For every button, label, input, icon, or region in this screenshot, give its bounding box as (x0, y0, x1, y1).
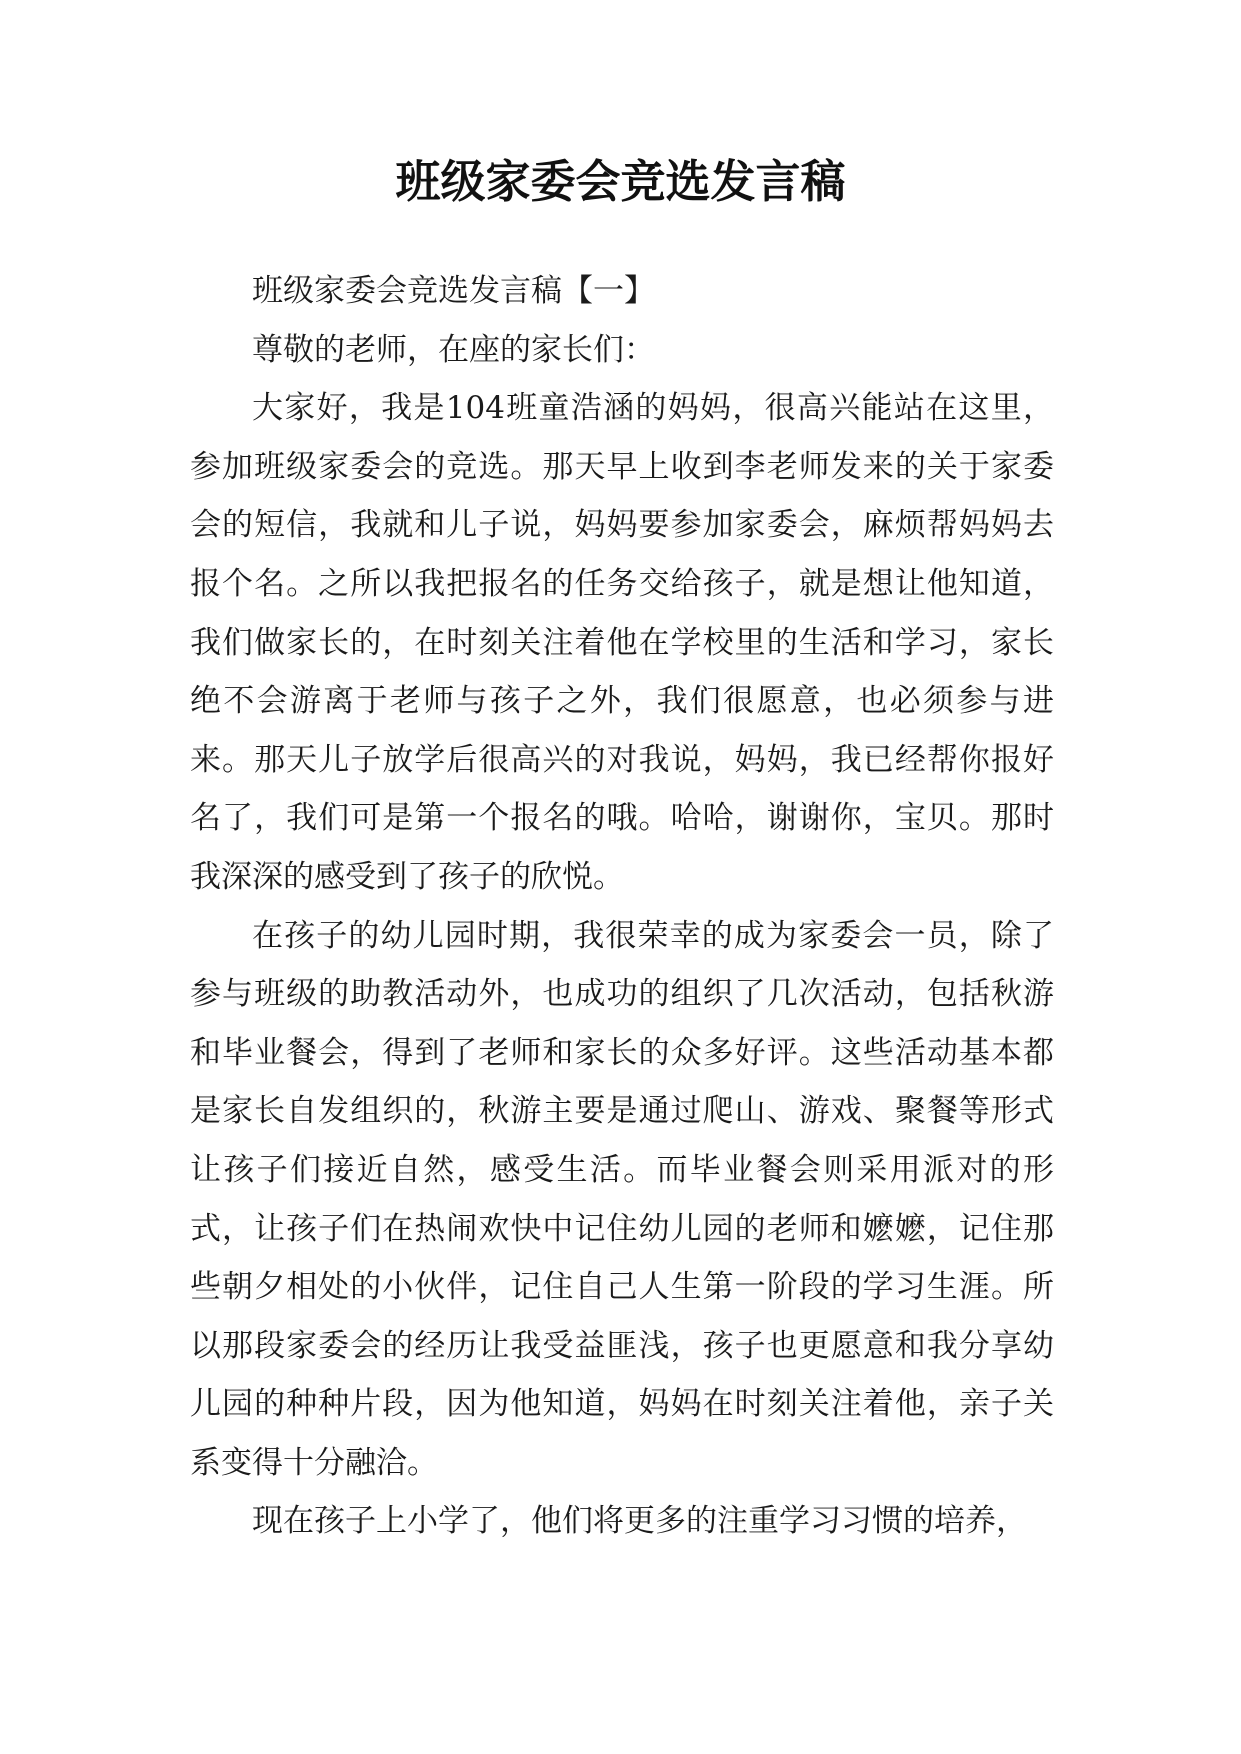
paragraph: 在孩子的幼儿园时期，我很荣幸的成为家委会一员，除了参与班级的助教活动外，也成功的组织了几次活动，包括秋游和毕业餐会，得到了老师和家长的众多好评。这些活动基本都是家长自发组织的，秋游主要是通过爬山、游戏、聚餐等形式让孩子们接近自然，感受生活。而毕业餐会则采用派对的形式，让孩子们在热闹欢快中记住幼儿园的老师和嬷嬷，记住那些朝夕相处的小伙伴，记住自己人生第一阶段的学习生涯。所以那段家委会的经历让我受益匪浅，孩子也更愿意和我分享幼儿园的种种片段，因为他知道，妈妈在时刻关注着他，亲子关系变得十分融洽。 (190, 917, 1054, 1481)
document-body (190, 262, 1054, 1551)
salutation: 尊敬的老师，在座的家长们： (252, 331, 655, 368)
document-title: 班级家委会竞选发言稿 (395, 155, 846, 208)
section-heading: 班级家委会竞选发言稿【一】 (252, 273, 655, 309)
paragraph: 大家好，我是104班童浩涵的妈妈，很高兴能站在这里，参加班级家委会的竞选。那天早上收到李老师发来的关于家委会的短信，我就和儿子说，妈妈要参加家委会，麻烦帮妈妈去报个名。之所以我把报名的任务交给孩子，就是想让他知道，我们做家长的，在时刻关注着他在学校里的生活和学习，家长绝不会游离于老师与孩子之外，我们很愿意，也必须参与进来。那天儿子放学后很高兴的对我说，妈妈，我已经帮你报好名了，我们可是第一个报名的哦。哈哈，谢谢你，宝贝。那时我深深的感受到了孩子的欣悦。 (190, 390, 1054, 895)
paragraph: 现在孩子上小学了，他们将更多的注重学习习惯的培养， (252, 1503, 1027, 1540)
